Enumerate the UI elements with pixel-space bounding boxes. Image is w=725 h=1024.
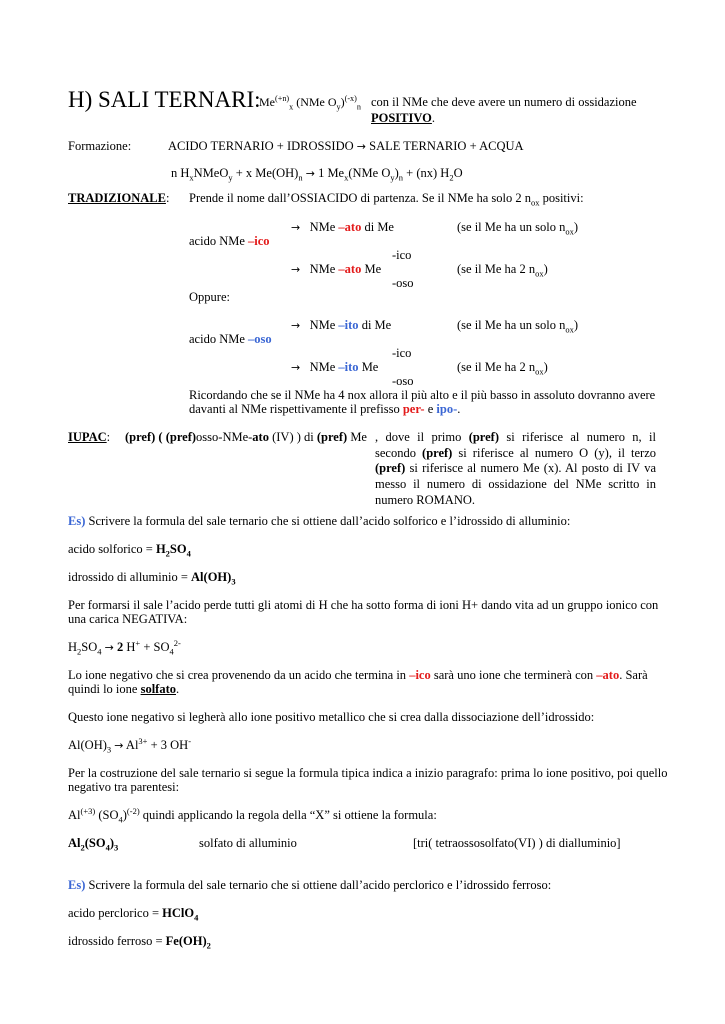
title-main: H) SALI TERNARI: (68, 87, 261, 112)
es1-acid-dissociation: $H_2SO_4 \to 2$ $H^+ + SO_4^{2-}$ (68, 637, 181, 657)
ito-me-row: → NMe –ito Me (291, 360, 379, 374)
ato-di-me-row: → NMe –ato di Me (291, 220, 394, 234)
es1-base-dissociation: $Al(OH)_3 \to Al^{3+} + 3$ OH- (68, 735, 192, 755)
es1-paragraph-4b: negativo tra parentesi: (68, 780, 180, 794)
es1-paragraph-1: Per formarsi il sale l’acido perde tutti gli atomi di H che ha sotto forma di ioni H+ dando vita ad un gruppo ionico con (68, 598, 659, 612)
iupac-label: IUPAC: (68, 430, 111, 444)
es2-base: idrossido ferroso = $Fe(OH)_2$ (68, 934, 211, 951)
oppure: Oppure: (189, 290, 230, 304)
ico-suffix: -ico (392, 248, 412, 262)
tradizionale-label: TRADIZIONALE: (68, 191, 170, 205)
es1-paragraph-3: Questo ione negativo si legherà allo ione positivo metallico che si crea dalla dissociazione dell’idrossido: (68, 710, 595, 724)
double-nox-note: (se il Me ha 2 $n_{ox}$) (457, 360, 548, 377)
ricordando-line-1: Ricordando che se il NMe ha 4 nox allora il più alto e il più basso in assoluto dovranno avere (189, 388, 656, 402)
arrow-icon: → (104, 641, 114, 654)
tradizionale-intro: Prende il nome dall’OSSIACIDO di partenza. Se il NMe ha solo 2 $n_{ox}$ positivi: (189, 191, 584, 208)
title-general-formula: $Me^{(+n)}_x$ (NMe $O_y)^{(-x)}_n$ (259, 94, 361, 112)
formazione-equation: ACIDO TERNARIO + IDROSSIDO → SALE TERNARIO + ACQUA (168, 139, 524, 153)
title-description: con il NMe che deve avere un numero di ossidazione (371, 95, 637, 109)
es1-paragraph-1b: una carica NEGATIVA: (68, 612, 188, 626)
ico-suffix: -ico (392, 346, 412, 360)
arrow-icon: → (114, 739, 124, 752)
arrow-icon: → (291, 263, 301, 276)
arrow-icon: → (291, 319, 301, 332)
acido-oso: acido NMe –oso (189, 332, 272, 346)
es1-result-name: solfato di alluminio (199, 836, 297, 850)
es1-paragraph-4: Per la costruzione del sale ternario si segue la formula tipica indica a inizio paragrafo: prima lo ione positivo, poi quello (68, 766, 668, 780)
ito-di-me-row: → NMe –ito di Me (291, 318, 392, 332)
oso-suffix: -oso (392, 276, 414, 290)
formazione-general-equation: n $H_xNMeO_y + x$ $Me(OH)_n \to 1$ $Me_x(NMe$ $O_y)_n + (nx)$ $H_2O$ (171, 166, 463, 183)
es1-acid: acido solforico = $H_2SO_4$ (68, 542, 191, 559)
iupac-description: , dove il primo (pref) si riferisce al numero n, il secondo (pref) si riferisce al numero O (y), il terzo (pref) si riferisce al numero Me (x). Al posto di IV va messo il numero di ossidazione del NMe scritto in numero ROMANO. (375, 430, 656, 507)
single-nox-note: (se il Me ha un solo $n_{ox}$) (457, 318, 578, 335)
es1-result-iupac: [tri( tetraossosolfato(VI) ) di dialluminio] (413, 836, 621, 850)
es1-paragraph-2b: quindi lo ione solfato. (68, 682, 180, 696)
title-positivo: POSITIVO. (371, 111, 436, 125)
es1-prompt: Es) Scrivere la formula del sale ternario che si ottiene dall’acido solforico e l’idrossido di alluminio: (68, 514, 571, 528)
section-title (68, 86, 261, 115)
single-nox-note: (se il Me ha un solo $n_{ox}$) (457, 220, 578, 237)
es1-paragraph-2: Lo ione negativo che si crea provenendo da un acido che termina in –ico sarà uno ione che terminerà con –ato. Sarà (68, 668, 648, 682)
es1-rule: $Al^{(+3)}$ $(SO_4)^{(-2)}$ quindi applicando la regola della “X” si ottiene la formula: (68, 805, 437, 825)
es2-prompt: Es) Scrivere la formula del sale ternario che si ottiene dall’acido perclorico e l’idrossido ferroso: (68, 878, 552, 892)
es1-base: idrossido di alluminio = $Al(OH)_3$ (68, 570, 236, 587)
double-nox-note: (se il Me ha 2 $n_{ox}$) (457, 262, 548, 279)
formazione-label: Formazione: (68, 139, 132, 153)
arrow-icon: → (305, 167, 315, 180)
ato-me-row: → NMe –ato Me (291, 262, 382, 276)
acido-ico: acido NMe –ico (189, 234, 270, 248)
iupac-formula: (pref) ( (pref)osso-NMe-ato (IV) ) di (pref) Me (125, 430, 367, 444)
arrow-icon: → (291, 361, 301, 374)
es1-result-formula: $Al_2(SO_4)_3$ (68, 836, 119, 853)
ricordando-line-2: davanti al NMe rispettivamente il prefisso per- e ipo-. (189, 402, 461, 416)
arrow-icon: → (356, 140, 366, 153)
arrow-icon: → (291, 221, 301, 234)
es2-acid: acido perclorico = HClO$_4$ (68, 906, 199, 923)
oso-suffix: -oso (392, 374, 414, 388)
